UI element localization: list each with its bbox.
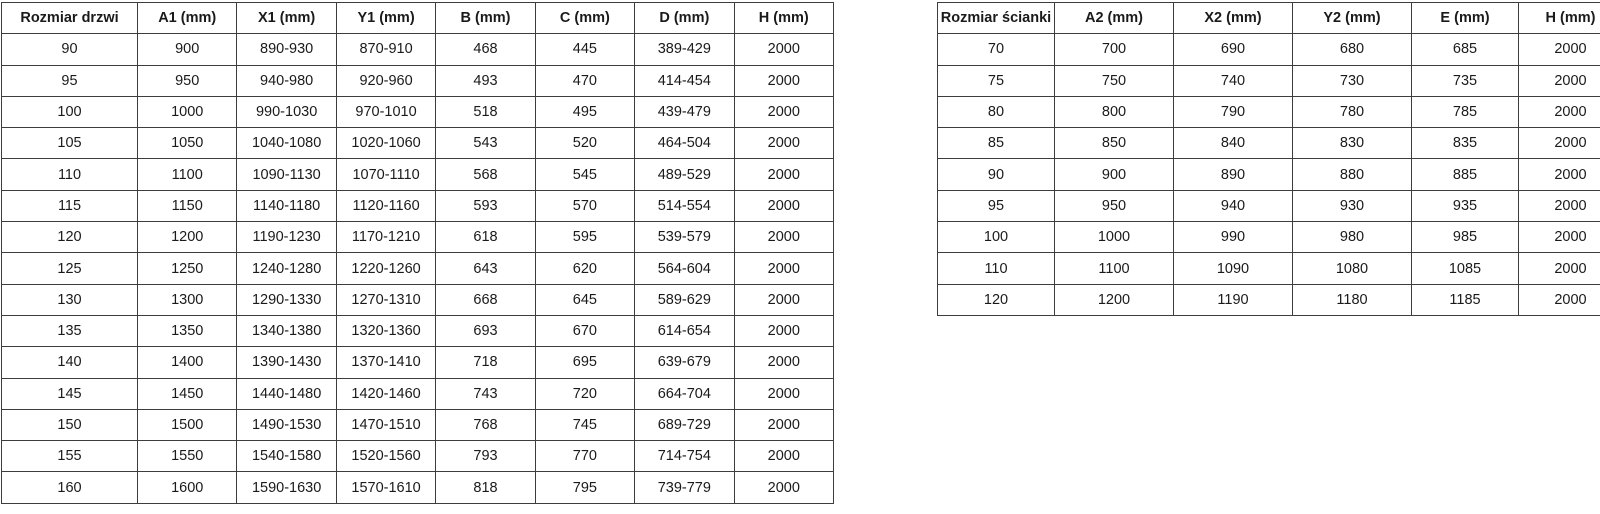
table-cell: 95	[938, 190, 1055, 221]
table-cell: 1600	[138, 472, 237, 503]
table-cell: 1020-1060	[336, 128, 435, 159]
table-cell: 414-454	[635, 65, 734, 96]
table-row	[2, 347, 834, 378]
table-cell: 950	[138, 65, 237, 96]
column-header: A2 (mm)	[1055, 3, 1174, 34]
table-cell: 830	[1293, 128, 1412, 159]
table-cell: 445	[535, 34, 634, 65]
table-cell: 639-679	[635, 347, 734, 378]
table-row	[938, 222, 1600, 253]
header-row	[2, 3, 834, 34]
table-cell: 935	[1412, 190, 1519, 221]
table-cell: 890	[1174, 159, 1293, 190]
table-cell: 885	[1412, 159, 1519, 190]
table-cell: 520	[535, 128, 634, 159]
table-cell: 1520-1560	[336, 441, 435, 472]
table-cell: 2000	[1519, 284, 1600, 315]
table-cell: 545	[535, 159, 634, 190]
table-cell: 130	[2, 284, 138, 315]
table-cell: 595	[535, 222, 634, 253]
table-cell: 740	[1174, 65, 1293, 96]
table-cell: 1500	[138, 409, 237, 440]
table-cell: 730	[1293, 65, 1412, 96]
table-row	[938, 34, 1600, 65]
table-cell: 2000	[734, 441, 833, 472]
table-cell: 2000	[1519, 96, 1600, 127]
table-cell: 735	[1412, 65, 1519, 96]
table-cell: 1220-1260	[336, 253, 435, 284]
table-cell: 780	[1293, 96, 1412, 127]
table-cell: 589-629	[635, 284, 734, 315]
table-cell: 1570-1610	[336, 472, 435, 503]
column-header: Rozmiar drzwi	[2, 3, 138, 34]
door-sizes-table	[1, 2, 834, 504]
table-cell: 1270-1310	[336, 284, 435, 315]
column-header: Rozmiar ścianki	[938, 3, 1055, 34]
table-cell: 2000	[734, 159, 833, 190]
table-cell: 2000	[734, 409, 833, 440]
column-header: Y1 (mm)	[336, 3, 435, 34]
table-cell: 990-1030	[237, 96, 336, 127]
table-cell: 1040-1080	[237, 128, 336, 159]
table-cell: 1050	[138, 128, 237, 159]
table-cell: 2000	[1519, 128, 1600, 159]
table-row	[2, 284, 834, 315]
table-cell: 1250	[138, 253, 237, 284]
table-cell: 990	[1174, 222, 1293, 253]
table-cell: 1200	[1055, 284, 1174, 315]
table-cell: 2000	[734, 128, 833, 159]
table-cell: 110	[2, 159, 138, 190]
table-cell: 685	[1412, 34, 1519, 65]
table-cell: 940	[1174, 190, 1293, 221]
table-cell: 100	[2, 96, 138, 127]
table-row	[938, 253, 1600, 284]
table-cell: 2000	[1519, 253, 1600, 284]
table-cell: 2000	[734, 222, 833, 253]
table-cell: 1320-1360	[336, 315, 435, 346]
table-row	[2, 96, 834, 127]
table-cell: 664-704	[635, 378, 734, 409]
table-cell: 1240-1280	[237, 253, 336, 284]
table-cell: 2000	[734, 65, 833, 96]
table-cell: 95	[2, 65, 138, 96]
table-cell: 120	[2, 222, 138, 253]
table-cell: 439-479	[635, 96, 734, 127]
table-cell: 690	[1174, 34, 1293, 65]
header-row	[938, 3, 1600, 34]
table-cell: 695	[535, 347, 634, 378]
table-cell: 1090-1130	[237, 159, 336, 190]
table-cell: 135	[2, 315, 138, 346]
table-cell: 1120-1160	[336, 190, 435, 221]
table-cell: 614-654	[635, 315, 734, 346]
table-row	[2, 315, 834, 346]
table-cell: 1370-1410	[336, 347, 435, 378]
table-cell: 900	[138, 34, 237, 65]
table-cell: 835	[1412, 128, 1519, 159]
table-cell: 618	[436, 222, 535, 253]
table-cell: 2000	[1519, 34, 1600, 65]
table-cell: 464-504	[635, 128, 734, 159]
table-cell: 1190-1230	[237, 222, 336, 253]
table-row	[938, 284, 1600, 315]
table-cell: 470	[535, 65, 634, 96]
table-cell: 105	[2, 128, 138, 159]
table-cell: 745	[535, 409, 634, 440]
table-cell: 970-1010	[336, 96, 435, 127]
table-cell: 870-910	[336, 34, 435, 65]
table-cell: 1200	[138, 222, 237, 253]
table-cell: 768	[436, 409, 535, 440]
table-cell: 2000	[734, 347, 833, 378]
table-cell: 1540-1580	[237, 441, 336, 472]
table-cell: 770	[535, 441, 634, 472]
table-cell: 1180	[1293, 284, 1412, 315]
table-cell: 1400	[138, 347, 237, 378]
table-cell: 495	[535, 96, 634, 127]
column-header: H (mm)	[734, 3, 833, 34]
table-row	[938, 159, 1600, 190]
table-cell: 743	[436, 378, 535, 409]
table-cell: 2000	[734, 378, 833, 409]
table-cell: 2000	[734, 96, 833, 127]
column-header: E (mm)	[1412, 3, 1519, 34]
table-cell: 90	[2, 34, 138, 65]
table-cell: 125	[2, 253, 138, 284]
table-row	[2, 409, 834, 440]
table-cell: 1390-1430	[237, 347, 336, 378]
column-header: A1 (mm)	[138, 3, 237, 34]
table-row	[2, 222, 834, 253]
column-header: D (mm)	[635, 3, 734, 34]
table-cell: 940-980	[237, 65, 336, 96]
table-cell: 985	[1412, 222, 1519, 253]
table-cell: 668	[436, 284, 535, 315]
table-cell: 75	[938, 65, 1055, 96]
table-cell: 85	[938, 128, 1055, 159]
table-cell: 2000	[1519, 65, 1600, 96]
table-row	[2, 65, 834, 96]
table-cell: 1190	[1174, 284, 1293, 315]
table-row	[2, 441, 834, 472]
table-cell: 2000	[734, 253, 833, 284]
table-cell: 645	[535, 284, 634, 315]
table-cell: 1085	[1412, 253, 1519, 284]
table-cell: 539-579	[635, 222, 734, 253]
table-cell: 514-554	[635, 190, 734, 221]
table-cell: 1070-1110	[336, 159, 435, 190]
table-cell: 1550	[138, 441, 237, 472]
table-cell: 389-429	[635, 34, 734, 65]
table-cell: 700	[1055, 34, 1174, 65]
table-cell: 680	[1293, 34, 1412, 65]
table-cell: 110	[938, 253, 1055, 284]
table-cell: 150	[2, 409, 138, 440]
table-cell: 693	[436, 315, 535, 346]
table-cell: 1140-1180	[237, 190, 336, 221]
table-row	[2, 34, 834, 65]
table-cell: 80	[938, 96, 1055, 127]
table-cell: 2000	[1519, 222, 1600, 253]
table-row	[938, 65, 1600, 96]
column-header: C (mm)	[535, 3, 634, 34]
table-cell: 1150	[138, 190, 237, 221]
table-cell: 689-729	[635, 409, 734, 440]
table-cell: 593	[436, 190, 535, 221]
column-header: H (mm)	[1519, 3, 1600, 34]
table-cell: 2000	[734, 315, 833, 346]
table-cell: 1450	[138, 378, 237, 409]
table-cell: 818	[436, 472, 535, 503]
table-cell: 1420-1460	[336, 378, 435, 409]
table-cell: 920-960	[336, 65, 435, 96]
table-row	[2, 190, 834, 221]
table-cell: 670	[535, 315, 634, 346]
table-cell: 2000	[1519, 159, 1600, 190]
table-cell: 793	[436, 441, 535, 472]
table-cell: 90	[938, 159, 1055, 190]
table-row	[938, 128, 1600, 159]
table-cell: 1080	[1293, 253, 1412, 284]
table-cell: 900	[1055, 159, 1174, 190]
column-header: X1 (mm)	[237, 3, 336, 34]
table-cell: 1100	[138, 159, 237, 190]
table-cell: 2000	[734, 34, 833, 65]
table-cell: 70	[938, 34, 1055, 65]
table-cell: 785	[1412, 96, 1519, 127]
table-cell: 950	[1055, 190, 1174, 221]
table-cell: 564-604	[635, 253, 734, 284]
table-row	[2, 378, 834, 409]
column-header: Y2 (mm)	[1293, 3, 1412, 34]
table-cell: 890-930	[237, 34, 336, 65]
table-cell: 620	[535, 253, 634, 284]
table-cell: 543	[436, 128, 535, 159]
table-cell: 750	[1055, 65, 1174, 96]
table-cell: 155	[2, 441, 138, 472]
table-cell: 140	[2, 347, 138, 378]
table-cell: 570	[535, 190, 634, 221]
table-cell: 1590-1630	[237, 472, 336, 503]
table-row	[2, 253, 834, 284]
table-cell: 795	[535, 472, 634, 503]
table-cell: 1290-1330	[237, 284, 336, 315]
table-cell: 1090	[1174, 253, 1293, 284]
table-cell: 568	[436, 159, 535, 190]
table-cell: 930	[1293, 190, 1412, 221]
table-cell: 1440-1480	[237, 378, 336, 409]
wall-sizes-table	[937, 2, 1600, 316]
table-row	[938, 190, 1600, 221]
table-cell: 120	[938, 284, 1055, 315]
table-cell: 1470-1510	[336, 409, 435, 440]
table-cell: 718	[436, 347, 535, 378]
table-cell: 160	[2, 472, 138, 503]
table-cell: 643	[436, 253, 535, 284]
column-header: X2 (mm)	[1174, 3, 1293, 34]
table-row	[2, 128, 834, 159]
table-cell: 115	[2, 190, 138, 221]
table-cell: 518	[436, 96, 535, 127]
table-cell: 739-779	[635, 472, 734, 503]
table-cell: 880	[1293, 159, 1412, 190]
table-cell: 1185	[1412, 284, 1519, 315]
table-cell: 1000	[138, 96, 237, 127]
table-cell: 790	[1174, 96, 1293, 127]
table-cell: 489-529	[635, 159, 734, 190]
table-cell: 2000	[734, 472, 833, 503]
table-cell: 100	[938, 222, 1055, 253]
table-cell: 493	[436, 65, 535, 96]
column-header: B (mm)	[436, 3, 535, 34]
table-row	[938, 96, 1600, 127]
table-cell: 714-754	[635, 441, 734, 472]
table-cell: 145	[2, 378, 138, 409]
table-row	[2, 472, 834, 503]
table-cell: 1100	[1055, 253, 1174, 284]
table-cell: 2000	[734, 190, 833, 221]
table-cell: 800	[1055, 96, 1174, 127]
table-cell: 2000	[1519, 190, 1600, 221]
table-row	[2, 159, 834, 190]
table-cell: 468	[436, 34, 535, 65]
table-cell: 840	[1174, 128, 1293, 159]
table-cell: 1490-1530	[237, 409, 336, 440]
table-cell: 1350	[138, 315, 237, 346]
table-cell: 1170-1210	[336, 222, 435, 253]
table-cell: 1340-1380	[237, 315, 336, 346]
table-cell: 720	[535, 378, 634, 409]
table-cell: 2000	[734, 284, 833, 315]
table-cell: 1000	[1055, 222, 1174, 253]
table-cell: 980	[1293, 222, 1412, 253]
table-cell: 1300	[138, 284, 237, 315]
table-cell: 850	[1055, 128, 1174, 159]
